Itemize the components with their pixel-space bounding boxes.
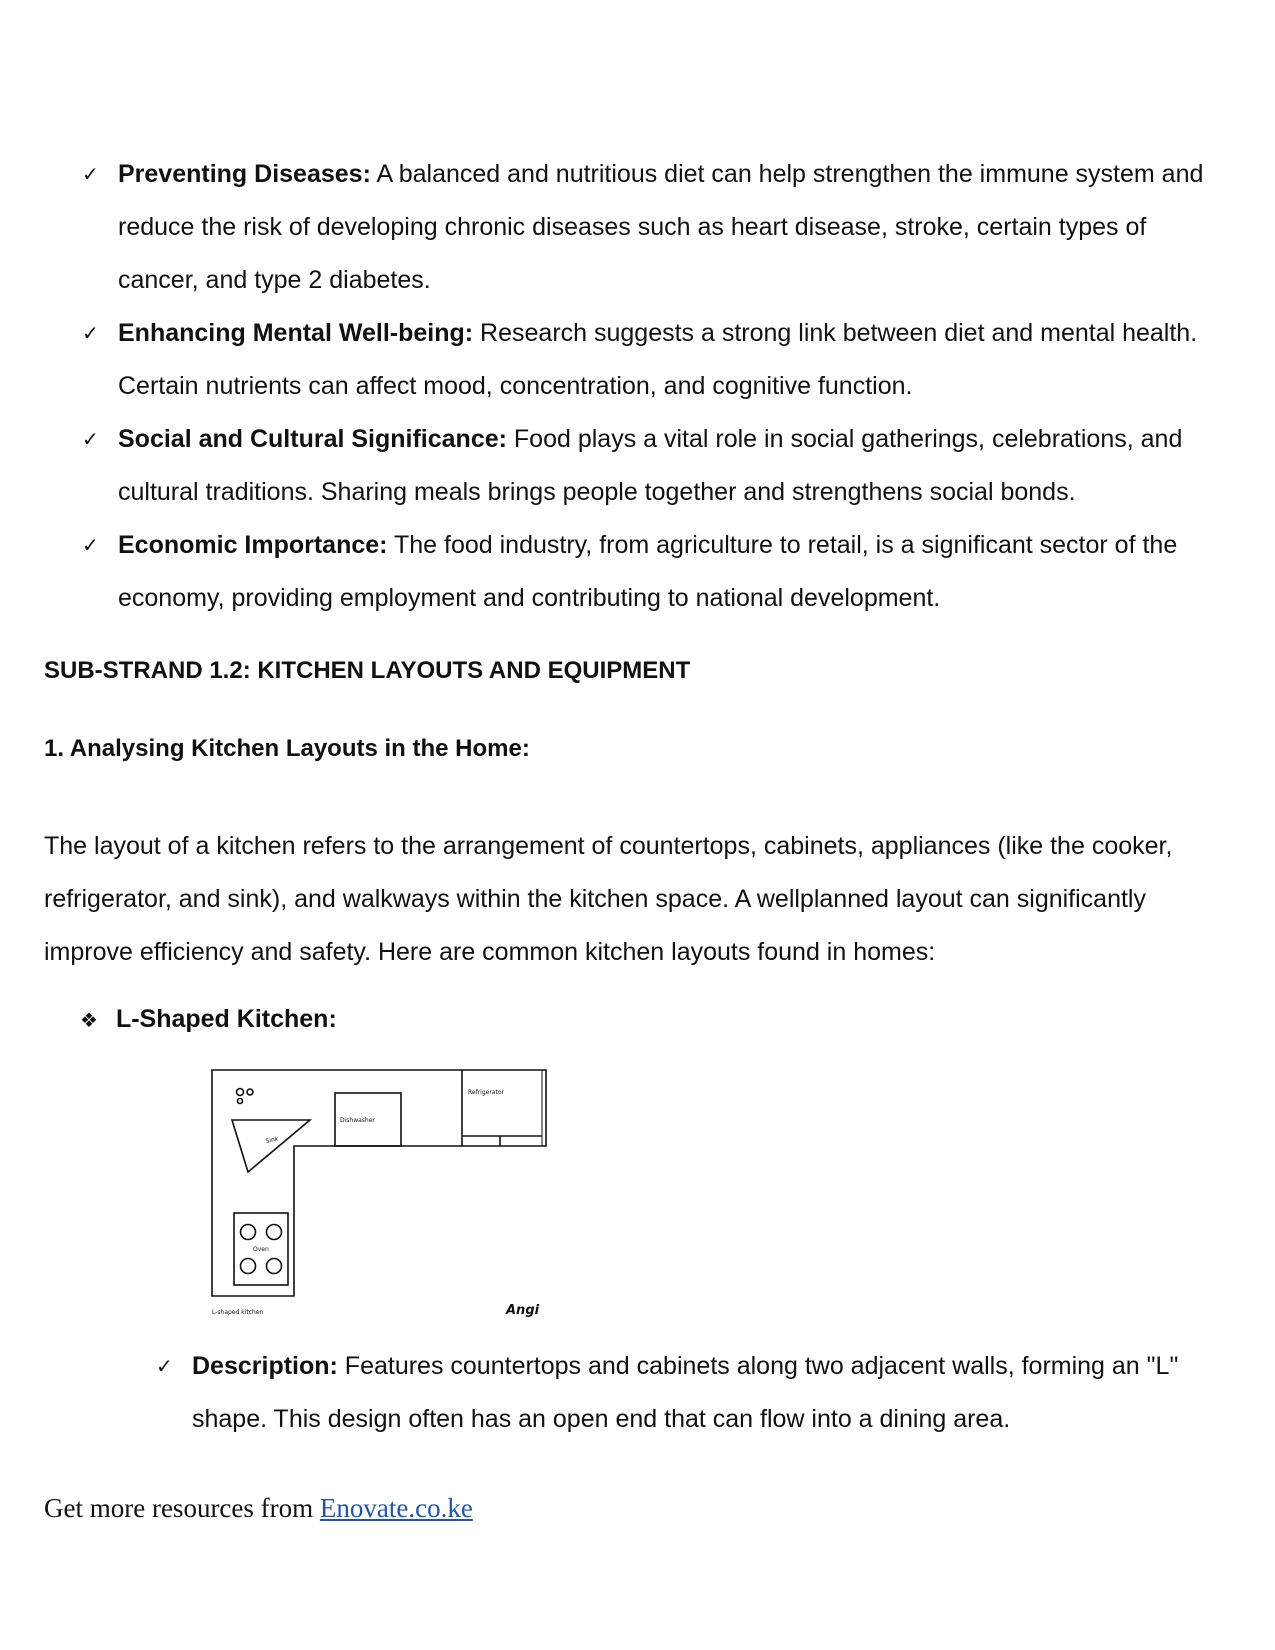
check-mark-icon: ✓ (156, 1354, 173, 1378)
list-item (78, 148, 1218, 307)
resource-link[interactable]: Enovate.co.ke (319, 1493, 473, 1523)
description-title: Description: (192, 1352, 338, 1380)
subheading: 1. Analysing Kitchen Layouts in the Home: (44, 735, 530, 762)
sink-label: Sink (264, 1135, 279, 1145)
refrigerator-label: Refrigerator (468, 1089, 504, 1096)
benefits-list (78, 148, 1218, 625)
layout-item (80, 1005, 337, 1034)
diagram-caption: L-shaped kitchen (212, 1309, 264, 1316)
diamond-bullet-icon: ❖ (80, 1008, 98, 1032)
description-list (152, 1340, 1212, 1446)
l-shaped-kitchen-diagram (210, 1060, 550, 1330)
burner (267, 1259, 282, 1274)
description-text: Features countertops and cabinets along two adjacent walls, forming an "L" shape. This design often has an open end that can flow into a dining area. (192, 1352, 1179, 1433)
footer (44, 1493, 473, 1524)
intro-paragraph: The layout of a kitchen refers to the arrangement of countertops, cabinets, appliances (like the cooker, refrigerator, and sink), and walkways within the kitchen space. A wellplanned layout can significantly improve efficiency and safety. Here are common kitchen layouts found in homes: (44, 832, 1173, 966)
list-item-text: The food industry, from agriculture to retail, is a significant sector of the economy, providing employment and contributing to national development. (118, 531, 1178, 612)
list-item (78, 413, 1218, 519)
refrigerator-box (462, 1070, 542, 1146)
footer-prefix: Get more resources from (44, 1493, 320, 1523)
kitchen-outline (212, 1070, 546, 1296)
faucet-knob (237, 1089, 244, 1096)
faucet-knob (238, 1099, 243, 1104)
list-item (78, 519, 1218, 625)
burner (267, 1225, 282, 1240)
check-mark-icon: ✓ (82, 162, 99, 186)
list-item-text: A balanced and nutritious diet can help strengthen the immune system and reduce the risk of developing chronic diseases such as heart disease, stroke, certain types of cancer, and type 2 diabetes. (118, 160, 1204, 294)
list-item-title: Social and Cultural Significance: (118, 425, 507, 453)
list-item (78, 307, 1218, 413)
list-item-text: Food plays a vital role in social gatherings, celebrations, and cultural traditions. Sharing meals brings people together and strengthens social bonds. (118, 425, 1183, 506)
faucet-knob (247, 1089, 253, 1095)
check-mark-icon: ✓ (82, 321, 99, 345)
check-mark-icon: ✓ (82, 533, 99, 557)
oven-label: Oven (253, 1246, 269, 1253)
dishwasher-label: Dishwasher (340, 1117, 375, 1124)
list-item-title: Economic Importance: (118, 531, 388, 559)
list-item-title: Preventing Diseases: (118, 160, 371, 188)
burner (241, 1259, 256, 1274)
section-heading: SUB-STRAND 1.2: KITCHEN LAYOUTS AND EQUIPMENT (44, 657, 691, 684)
list-item-title: Enhancing Mental Well-being: (118, 319, 474, 347)
list-item-text: Research suggests a strong link between diet and mental health. Certain nutrients can affect mood, concentration, and cognitive function. (118, 319, 1198, 400)
check-mark-icon: ✓ (82, 427, 99, 451)
diagram-signature: Angi (506, 1303, 540, 1318)
list-item (152, 1340, 1212, 1446)
layout-item-title: L-Shaped Kitchen: (115, 1005, 337, 1033)
burner (241, 1225, 256, 1240)
